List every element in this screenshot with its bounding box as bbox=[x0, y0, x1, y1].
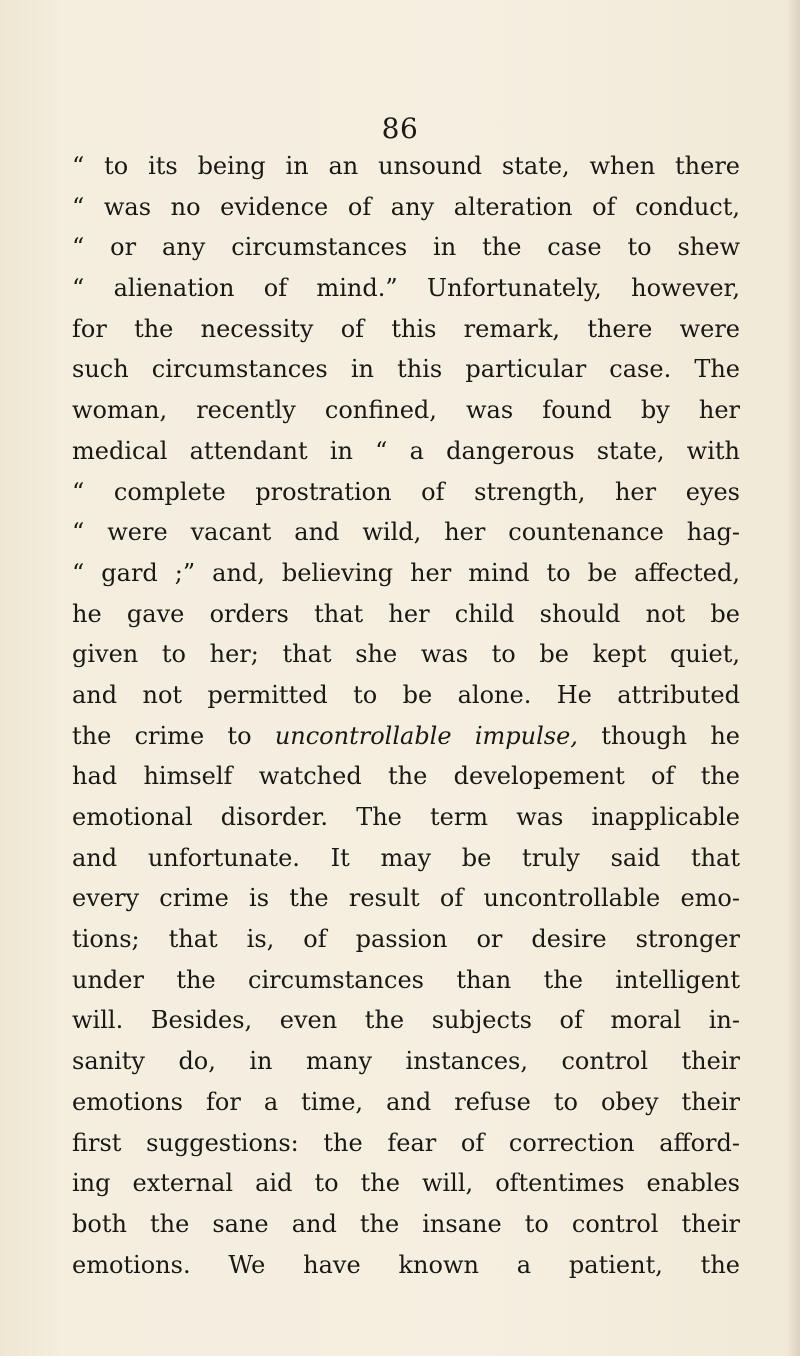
text-line-8: medical attendant in “ a dangerous state, with bbox=[72, 436, 740, 465]
text-line-24: emotions for a time, and refuse to obey their bbox=[72, 1087, 740, 1116]
text-line-26: ing external aid to the will, oftentimes enables bbox=[72, 1169, 740, 1198]
text-line-23: sanity do, in many instances, control their bbox=[72, 1047, 740, 1076]
body-text bbox=[72, 146, 740, 1285]
text-line-6: such circumstances in this particular case. The bbox=[72, 355, 740, 384]
text-line-9: “ complete prostration of strength, her eyes bbox=[72, 477, 740, 506]
text-line-18: and unfortunate. It may be truly said that bbox=[72, 843, 740, 872]
text-line-17: emotional disorder. The term was inapplicable bbox=[72, 803, 740, 831]
text-line-19: every crime is the result of uncontrollable emo- bbox=[72, 884, 740, 913]
text-line-22: will. Besides, even the subjects of moral in- bbox=[72, 1006, 740, 1035]
text-line-15 bbox=[72, 716, 740, 757]
page-number: 86 bbox=[381, 112, 419, 145]
italic-phrase: uncontrollable impulse, bbox=[274, 721, 578, 750]
text-line-12: he gave orders that her child should not be bbox=[72, 599, 740, 628]
page-edge-shadow bbox=[786, 0, 800, 1356]
text-line-28: emotions. We have known a patient, the bbox=[72, 1250, 740, 1279]
text-line-5: for the necessity of this remark, there were bbox=[72, 314, 740, 343]
text-line-20: tions; that is, of passion or desire stronger bbox=[72, 925, 740, 954]
text-line-7: woman, recently confined, was found by her bbox=[72, 396, 740, 425]
text-line-15-end: though he bbox=[577, 721, 740, 750]
text-line-14: and not permitted to be alone. He attributed bbox=[72, 680, 740, 709]
text-line-3: “ or any circumstances in the case to shew bbox=[72, 233, 740, 262]
text-line-10: “ were vacant and wild, her countenance hag- bbox=[72, 518, 740, 547]
text-line-2: “ was no evidence of any alteration of conduct, bbox=[72, 192, 740, 221]
text-line-21: under the circumstances than the intelligent bbox=[72, 965, 740, 994]
text-line-16: had himself watched the developement of the bbox=[72, 762, 740, 791]
text-line-13: given to her; that she was to be kept quiet, bbox=[72, 640, 740, 669]
text-line-11: “ gard ;” and, believing her mind to be affected, bbox=[72, 558, 740, 587]
text-line-25: first suggestions: the fear of correction afford- bbox=[72, 1128, 740, 1157]
text-line-27: both the sane and the insane to control their bbox=[72, 1209, 740, 1238]
text-line-1: “ to its being in an unsound state, when there bbox=[72, 152, 740, 180]
text-line-15-start: the crime to bbox=[72, 721, 275, 750]
text-line-4: “ alienation of mind.” Unfortunately, however, bbox=[72, 274, 740, 303]
